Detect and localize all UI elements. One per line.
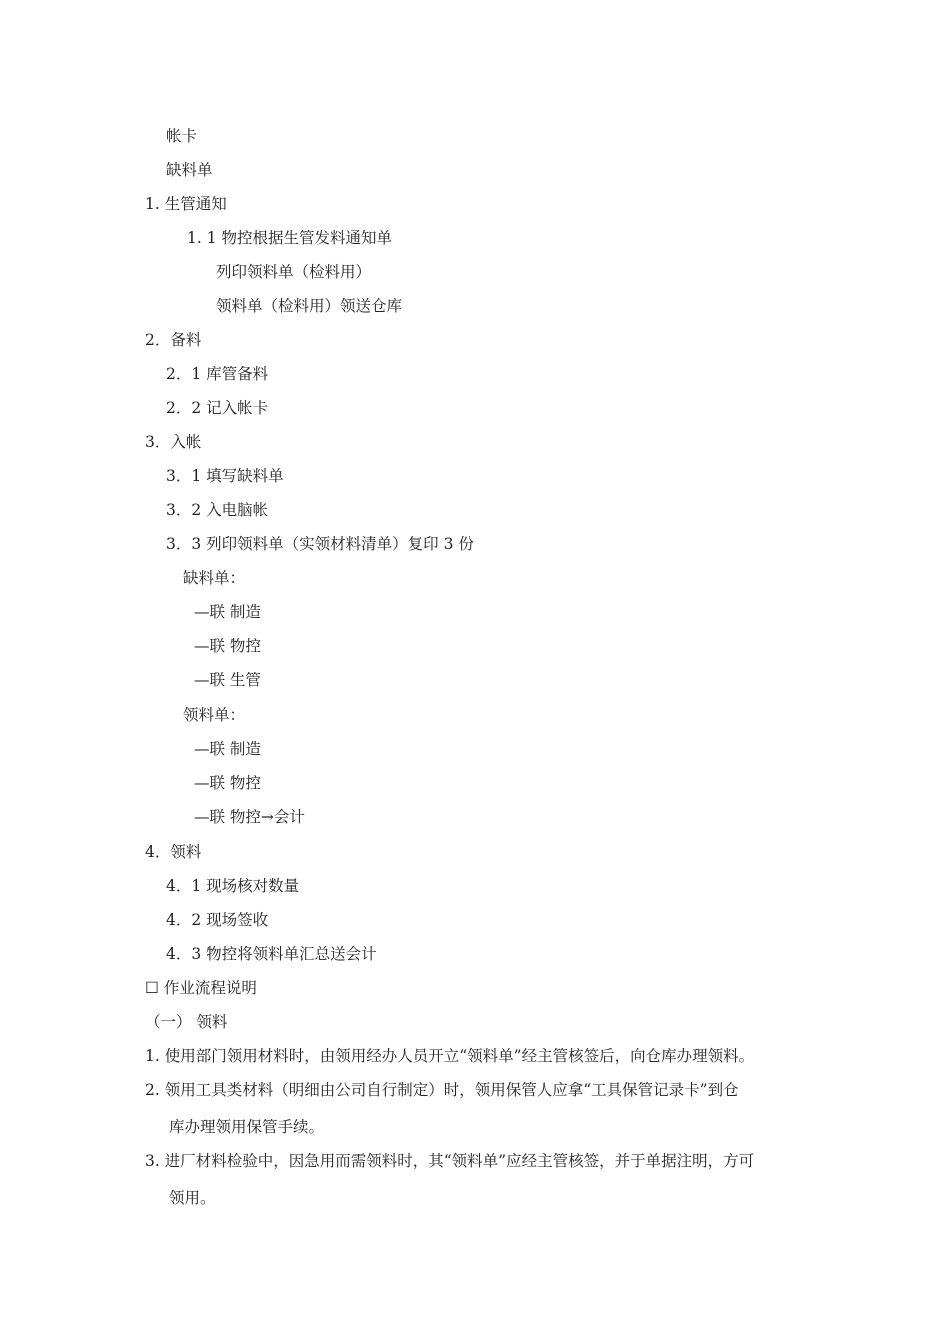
text-line: —联 制造	[194, 740, 261, 758]
paragraph-line: 3. 进厂材料检验中，因急用而需领料时，其“领料单”应经主管核签，并于单据注明，方可	[145, 1152, 755, 1170]
text-line: 领料单：	[183, 706, 246, 724]
list-item: 2．2 记入帐卡	[166, 399, 269, 417]
text-line: 帐卡	[166, 127, 198, 145]
paragraph-line: 2. 领用工具类材料（明细由公司自行制定）时，领用保管人应拿“工具保管记录卡”到仓	[145, 1081, 739, 1099]
paragraph-line: 库办理领用保管手续。	[169, 1118, 325, 1136]
list-item: 2．备料	[145, 331, 202, 349]
text-line: 列印领料单（检料用）	[216, 263, 372, 281]
text-line: —联 制造	[194, 603, 261, 621]
subsection-heading: （一） 领料	[145, 1013, 228, 1031]
text-line: 缺料单	[166, 161, 213, 179]
text-line: 领料单（检料用）领送仓库	[216, 297, 403, 315]
text-line: 缺料单：	[183, 569, 246, 587]
text-line: —联 物控→会计	[194, 808, 305, 826]
list-item: 4．1 现场核对数量	[166, 877, 300, 895]
list-item: 4．2 现场签收	[166, 911, 269, 929]
paragraph-line: 领用。	[169, 1189, 216, 1207]
section-heading: ☐ 作业流程说明	[145, 979, 257, 997]
text-line: —联 物控	[194, 774, 261, 792]
paragraph-line: 1. 使用部门领用材料时，由领用经办人员开立“领料单”经主管核签后，向仓库办理领料。	[145, 1047, 755, 1065]
list-item: 4．3 物控将领料单汇总送会计	[166, 945, 377, 963]
text-line: —联 生管	[194, 671, 261, 689]
list-item: 1. 1 物控根据生管发料通知单	[187, 229, 393, 247]
list-item: 3．2 入电脑帐	[166, 501, 269, 519]
list-item: 2．1 库管备料	[166, 365, 269, 383]
list-item: 3．1 填写缺料单	[166, 467, 284, 485]
text-line: —联 物控	[194, 637, 261, 655]
list-item: 3．3 列印领料单（实领材料清单）复印 3 份	[166, 535, 474, 553]
list-item: 4．领料	[145, 843, 202, 861]
list-item: 3．入帐	[145, 433, 202, 451]
list-item: 1. 生管通知	[145, 195, 227, 213]
